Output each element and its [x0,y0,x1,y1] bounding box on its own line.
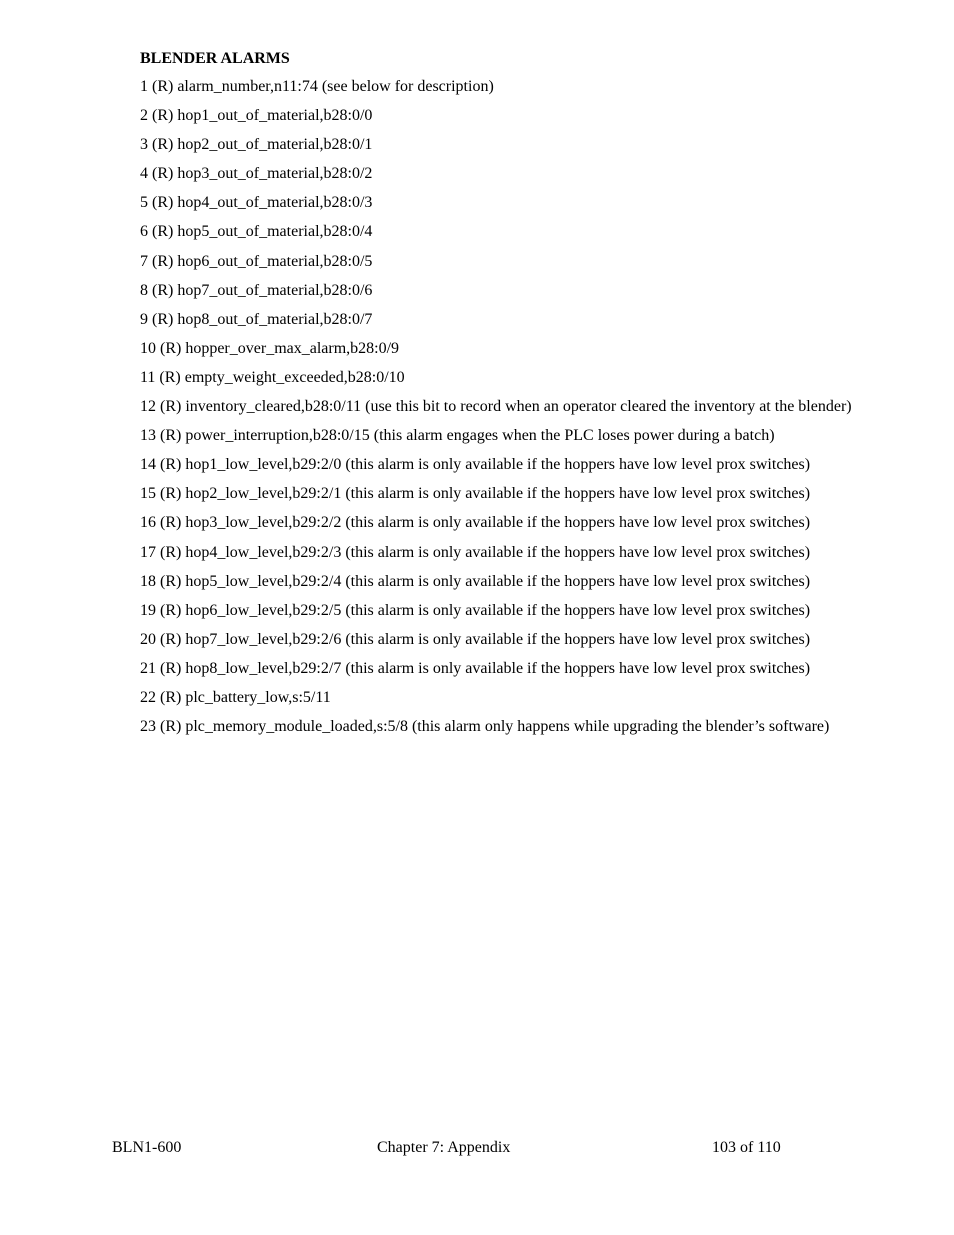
alarm-item-10: 10 (R) hopper_over_max_alarm,b28:0/9 [140,339,400,357]
alarm-item-7: 7 (R) hop6_out_of_material,b28:0/5 [140,252,373,270]
alarm-item-22: 22 (R) plc_battery_low,s:5/11 [140,688,331,706]
alarm-item-15: 15 (R) hop2_low_level,b29:2/1 (this alarm is only available if the hoppers have low level prox switches) [140,485,811,503]
alarm-item-23: 23 (R) plc_memory_module_loaded,s:5/8 (this alarm only happens while upgrading the blender’s software) [140,718,830,736]
alarm-item-5: 5 (R) hop4_out_of_material,b28:0/3 [140,194,373,212]
alarm-list [140,72,940,741]
footer-document-id: BLN1-600 [112,1139,182,1156]
footer-page-number: 103 of 110 [712,1139,781,1156]
alarm-item-1: 1 (R) alarm_number,n11:74 (see below for description) [140,78,494,95]
alarm-item-12: 12 (R) inventory_cleared,b28:0/11 (use this bit to record when an operator cleared the inventory at the blender) [140,398,852,416]
alarm-item-11: 11 (R) empty_weight_exceeded,b28:0/10 [140,368,405,386]
alarm-item-13: 13 (R) power_interruption,b28:0/15 (this alarm engages when the PLC loses power during a batch) [140,427,775,445]
alarm-item-20: 20 (R) hop7_low_level,b29:2/6 (this alarm is only available if the hoppers have low level prox switches) [140,630,811,648]
page-footer [0,1136,954,1160]
footer-chapter-title: Chapter 7: Appendix [377,1139,511,1156]
alarm-item-16: 16 (R) hop3_low_level,b29:2/2 (this alarm is only available if the hoppers have low level prox switches) [140,514,811,532]
alarm-item-21: 21 (R) hop8_low_level,b29:2/7 (this alarm is only available if the hoppers have low level prox switches) [140,659,811,677]
alarm-item-4: 4 (R) hop3_out_of_material,b28:0/2 [140,165,373,183]
page-content [140,46,940,741]
alarm-item-3: 3 (R) hop2_out_of_material,b28:0/1 [140,136,373,154]
alarm-item-14: 14 (R) hop1_low_level,b29:2/0 (this alarm is only available if the hoppers have low level prox switches) [140,456,811,474]
alarm-item-2: 2 (R) hop1_out_of_material,b28:0/0 [140,107,373,125]
alarm-item-17: 17 (R) hop4_low_level,b29:2/3 (this alarm is only available if the hoppers have low level prox switches) [140,543,811,561]
section-heading: BLENDER ALARMS [140,50,290,67]
alarm-item-9: 9 (R) hop8_out_of_material,b28:0/7 [140,310,373,328]
alarm-item-8: 8 (R) hop7_out_of_material,b28:0/6 [140,281,373,299]
alarm-item-19: 19 (R) hop6_low_level,b29:2/5 (this alarm is only available if the hoppers have low level prox switches) [140,601,811,619]
alarm-item-6: 6 (R) hop5_out_of_material,b28:0/4 [140,223,373,241]
alarm-item-18: 18 (R) hop5_low_level,b29:2/4 (this alarm is only available if the hoppers have low level prox switches) [140,572,811,590]
